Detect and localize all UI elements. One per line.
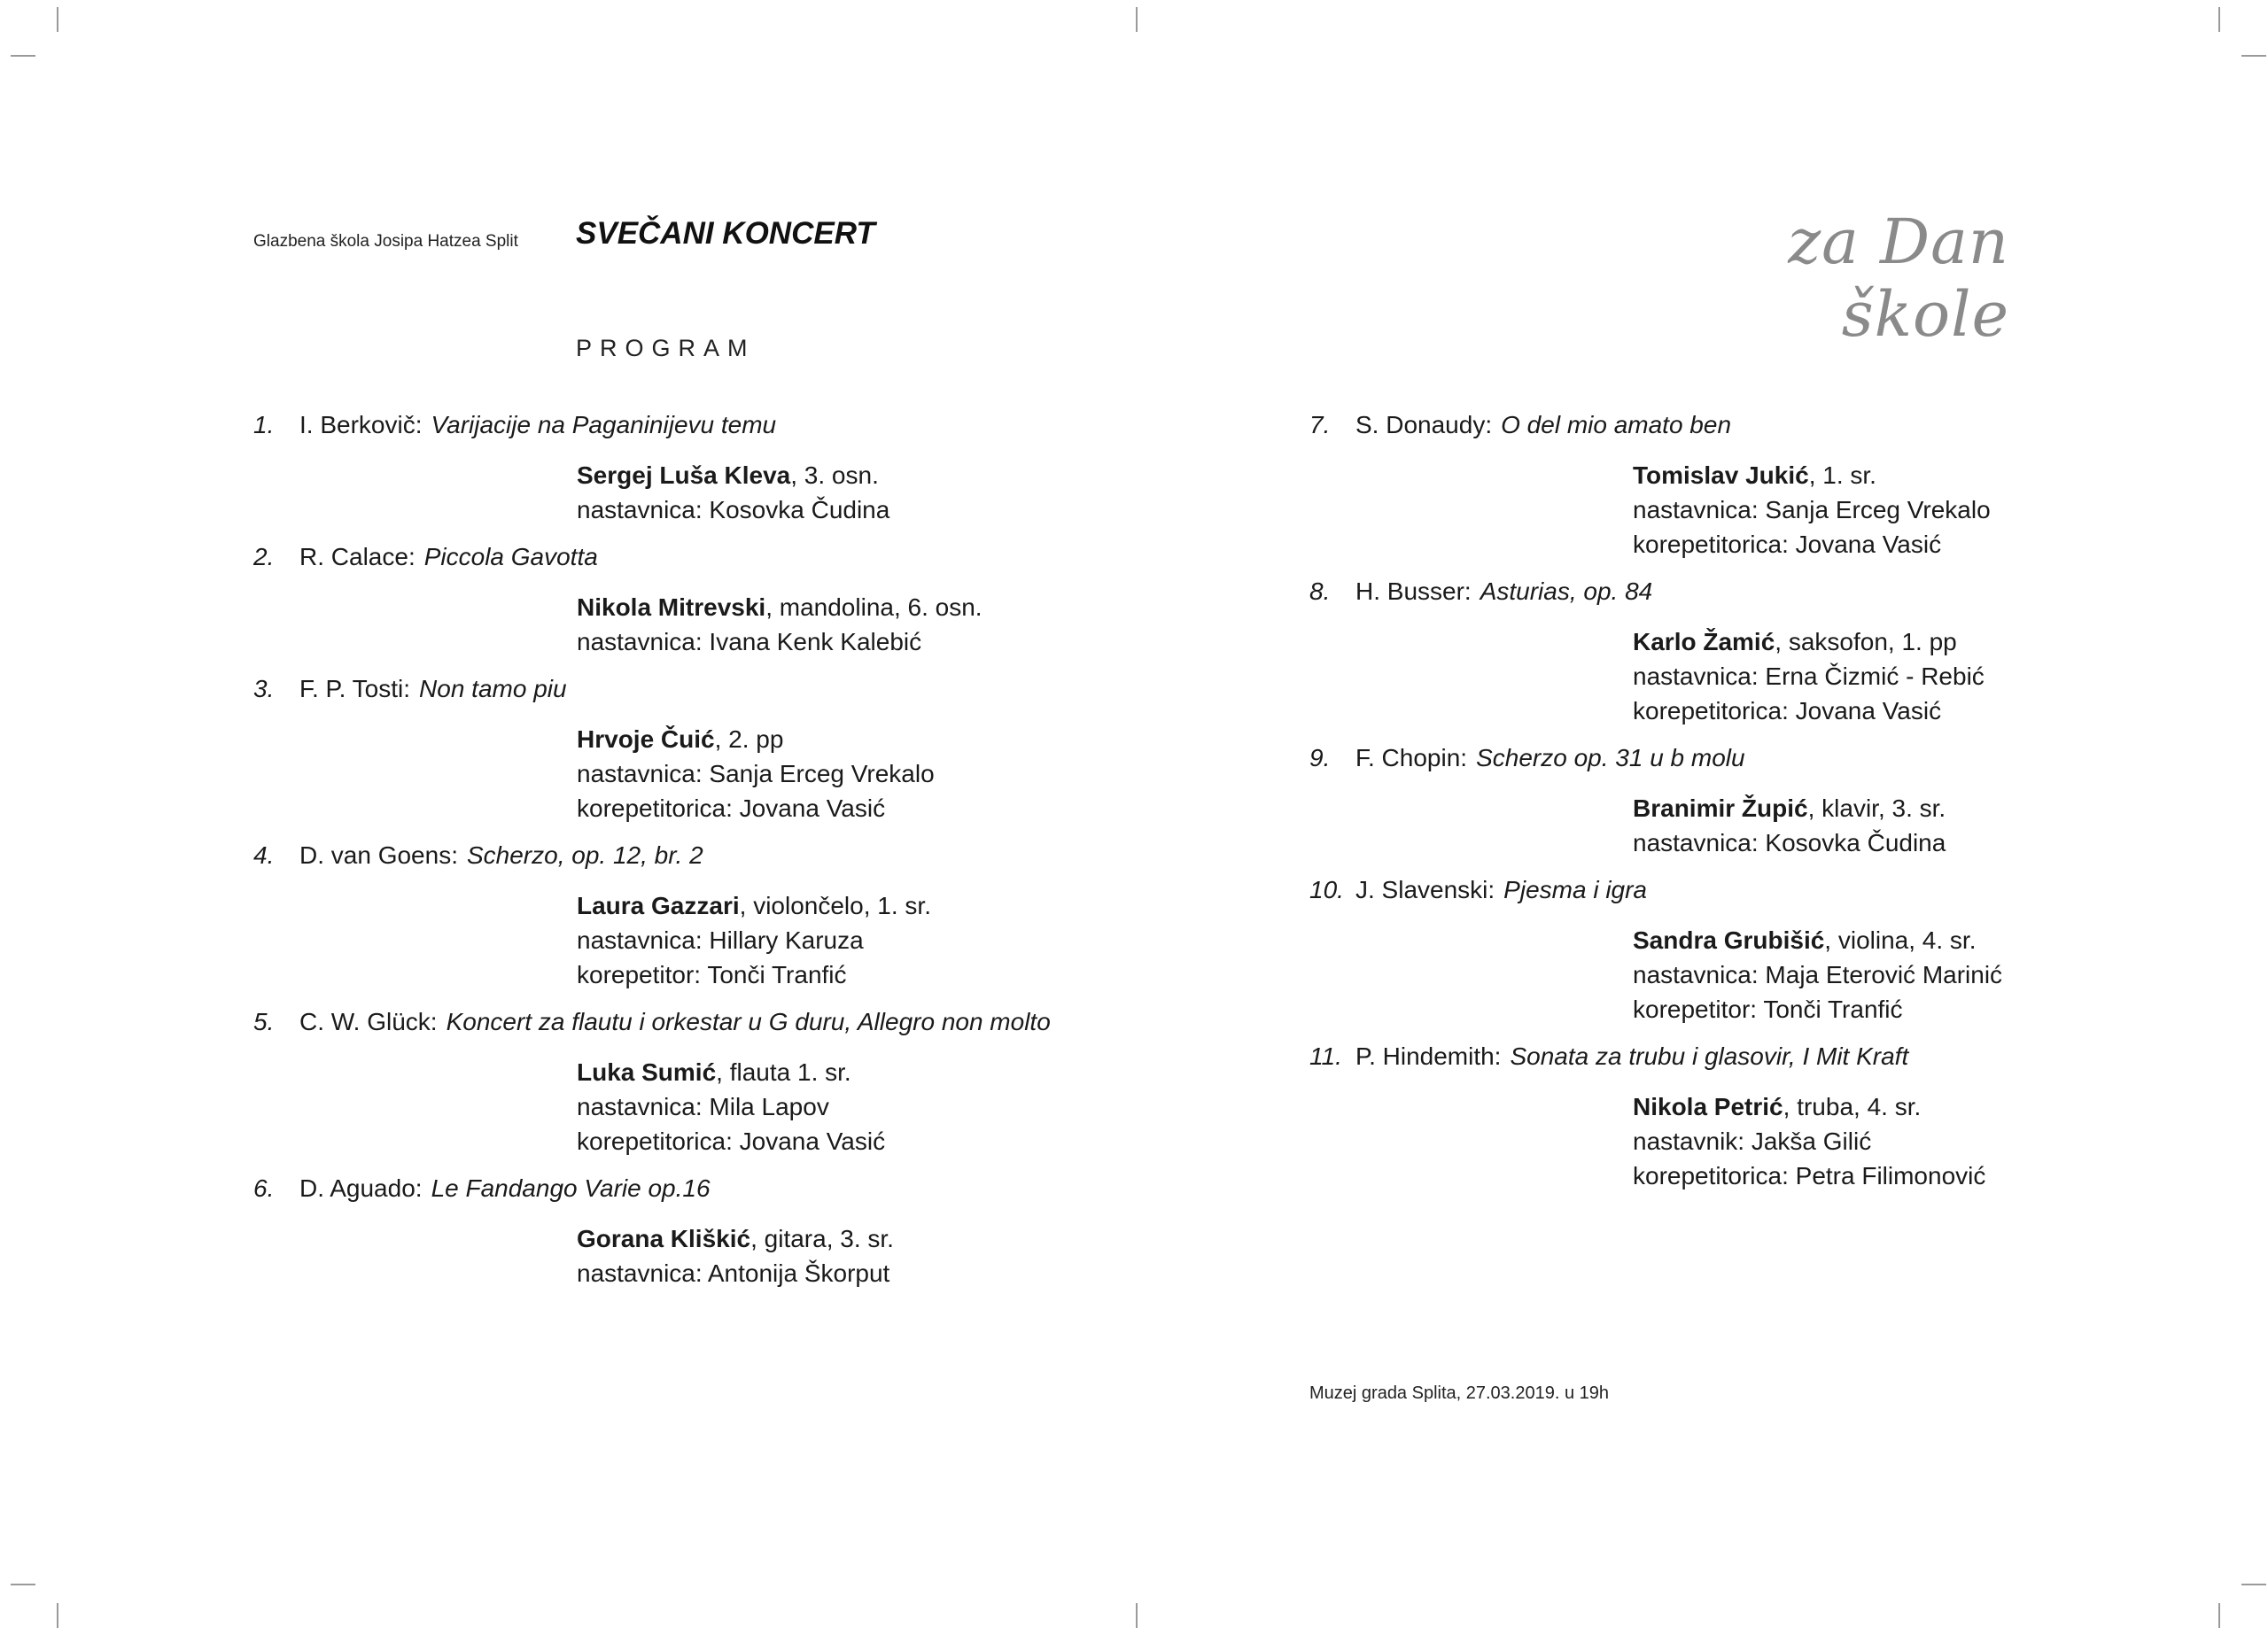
- teacher-line: nastavnica: Erna Čizmić - Rebić: [1633, 663, 1984, 690]
- item-number: 11.: [1309, 1042, 1342, 1070]
- performer-name: Sandra Grubišić: [1633, 926, 1825, 954]
- performer-detail: , 2. pp: [714, 725, 784, 753]
- item-number: 8.: [1309, 577, 1331, 605]
- program-item: [253, 539, 1139, 659]
- item-number: 5.: [253, 1008, 275, 1035]
- composer: F. P. Tosti:: [299, 675, 411, 702]
- work-line: [253, 1171, 1139, 1205]
- performer-detail: , violina, 4. sr.: [1824, 926, 1977, 954]
- crop-mark: [2241, 55, 2266, 57]
- teacher-line: nastavnica: Maja Eterović Marinić: [1633, 961, 2003, 988]
- performer-detail: , mandolina, 6. osn.: [765, 593, 983, 621]
- performer-block: [1633, 458, 2195, 562]
- work-title: O del mio amato ben: [1501, 411, 1732, 438]
- work-title: Koncert za flautu i orkestar u G duru, Allegro non molto: [446, 1008, 1051, 1035]
- composer: D. van Goens:: [299, 841, 458, 869]
- school-name: Glazbena škola Josipa Hatzea Split: [253, 232, 518, 251]
- item-number: 3.: [253, 675, 275, 702]
- performer-block: [1633, 624, 2195, 728]
- item-number: 6.: [253, 1174, 275, 1202]
- performer-name: Sergej Luša Kleva: [577, 461, 791, 489]
- performer-line: [577, 458, 1139, 492]
- performer-line: [1633, 791, 2195, 825]
- composer: R. Calace:: [299, 543, 416, 570]
- work-line: [1309, 574, 2195, 608]
- venue-date: Muzej grada Splita, 27.03.2019. u 19h: [1309, 1383, 1610, 1403]
- work-title: Scherzo op. 31 u b molu: [1476, 744, 1745, 771]
- crop-mark: [1136, 7, 1138, 32]
- performer-name: Hrvoje Čuić: [577, 725, 715, 753]
- crop-mark: [2218, 1603, 2220, 1628]
- work-title: Piccola Gavotta: [423, 543, 598, 570]
- work-line: [253, 1004, 1139, 1039]
- teacher-line: nastavnica: Mila Lapov: [577, 1093, 829, 1120]
- performer-detail: , gitara, 3. sr.: [750, 1225, 894, 1252]
- performer-name: Luka Sumić: [577, 1058, 717, 1086]
- item-number: 4.: [253, 841, 275, 869]
- performer-line: [1633, 923, 2195, 957]
- performer-line: [577, 888, 1139, 923]
- program-item: [1309, 407, 2195, 562]
- teacher-line: nastavnica: Hillary Karuza: [577, 926, 864, 954]
- performer-detail: , violončelo, 1. sr.: [739, 892, 931, 919]
- work-title: Varijacije na Paganinijevu temu: [431, 411, 777, 438]
- program-item: [253, 1004, 1139, 1158]
- performer-line: [577, 722, 1139, 756]
- program-heading: PROGRAM: [576, 335, 756, 361]
- program-item: [253, 407, 1139, 527]
- item-number: 7.: [1309, 411, 1331, 438]
- program-column-left: [253, 407, 1139, 1303]
- composer: S. Donaudy:: [1355, 411, 1493, 438]
- composer: I. Berkovič:: [299, 411, 423, 438]
- performer-detail: , truba, 4. sr.: [1783, 1093, 1922, 1120]
- work-title: Pjesma i igra: [1503, 876, 1648, 903]
- performer-name: Nikola Petrić: [1633, 1093, 1783, 1120]
- work-title: Scherzo, op. 12, br. 2: [466, 841, 703, 869]
- work-line: [1309, 740, 2195, 775]
- work-line: [1309, 407, 2195, 442]
- performer-detail: , 3. osn.: [790, 461, 879, 489]
- crop-mark: [11, 1584, 35, 1585]
- crop-mark: [2218, 7, 2220, 32]
- teacher-line: nastavnica: Sanja Erceg Vrekalo: [577, 760, 935, 787]
- performer-name: Karlo Žamić: [1633, 628, 1775, 655]
- performer-block: [1633, 791, 2195, 860]
- composer: H. Busser:: [1355, 577, 1472, 605]
- work-line: [1309, 872, 2195, 907]
- composer: P. Hindemith:: [1355, 1042, 1502, 1070]
- teacher-line: nastavnica: Ivana Kenk Kalebić: [577, 628, 922, 655]
- work-title: Non tamo piu: [419, 675, 567, 702]
- performer-detail: , klavir, 3. sr.: [1807, 794, 1946, 822]
- performer-name: Laura Gazzari: [577, 892, 740, 919]
- performer-line: [1633, 458, 2195, 492]
- crop-mark: [11, 55, 35, 57]
- teacher-line: nastavnica: Kosovka Čudina: [577, 496, 890, 523]
- accompanist-line: korepetitorica: Jovana Vasić: [1633, 697, 1942, 725]
- performer-block: [1633, 1089, 2195, 1193]
- performer-detail: , flauta 1. sr.: [716, 1058, 851, 1086]
- composer: C. W. Glück:: [299, 1008, 438, 1035]
- crop-mark: [1136, 1603, 1138, 1628]
- accompanist-line: korepetitor: Tonči Tranfić: [577, 961, 847, 988]
- work-line: [253, 838, 1139, 872]
- performer-detail: , 1. sr.: [1808, 461, 1876, 489]
- performer-block: [577, 1055, 1139, 1158]
- accompanist-line: korepetitorica: Petra Filimonović: [1633, 1162, 1986, 1189]
- work-title: Le Fandango Varie op.16: [431, 1174, 711, 1202]
- program-item: [253, 1171, 1139, 1290]
- performer-name: Nikola Mitrevski: [577, 593, 766, 621]
- teacher-line: nastavnik: Jakša Gilić: [1633, 1127, 1872, 1155]
- accompanist-line: korepetitor: Tonči Tranfić: [1633, 996, 1903, 1023]
- performer-block: [577, 888, 1139, 992]
- work-line: [1309, 1039, 2195, 1073]
- performer-block: [577, 458, 1139, 527]
- accompanist-line: korepetitorica: Jovana Vasić: [577, 794, 886, 822]
- program-item: [253, 838, 1139, 992]
- program-item: [1309, 574, 2195, 728]
- item-number: 2.: [253, 543, 275, 570]
- composer: F. Chopin:: [1355, 744, 1468, 771]
- performer-block: [1633, 923, 2195, 1027]
- work-title: Sonata za trubu i glasovir, I Mit Kraft: [1510, 1042, 1909, 1070]
- performer-name: Branimir Župić: [1633, 794, 1808, 822]
- crop-mark: [2241, 1584, 2266, 1585]
- program-item: [1309, 740, 2195, 860]
- performer-line: [577, 1221, 1139, 1256]
- item-number: 10.: [1309, 876, 1344, 903]
- crop-mark: [57, 7, 58, 32]
- composer: J. Slavenski:: [1355, 876, 1495, 903]
- program-item: [253, 671, 1139, 825]
- performer-detail: , saksofon, 1. pp: [1775, 628, 1957, 655]
- crop-mark: [57, 1603, 58, 1628]
- work-line: [253, 407, 1139, 442]
- performer-block: [577, 722, 1139, 825]
- composer: D. Aguado:: [299, 1174, 423, 1202]
- work-title: Asturias, op. 84: [1480, 577, 1653, 605]
- performer-line: [1633, 624, 2195, 659]
- program-item: [1309, 1039, 2195, 1193]
- performer-line: [577, 590, 1139, 624]
- performer-block: [577, 1221, 1139, 1290]
- teacher-line: nastavnica: Sanja Erceg Vrekalo: [1633, 496, 1991, 523]
- script-subtitle: za Dan škole: [1788, 205, 2009, 351]
- item-number: 1.: [253, 411, 275, 438]
- work-line: [253, 539, 1139, 574]
- program-item: [1309, 872, 2195, 1027]
- performer-block: [577, 590, 1139, 659]
- performer-name: Tomislav Jukić: [1633, 461, 1809, 489]
- accompanist-line: korepetitorica: Jovana Vasić: [1633, 531, 1942, 558]
- item-number: 9.: [1309, 744, 1331, 771]
- program-column-right: [1309, 407, 2195, 1205]
- teacher-line: nastavnica: Kosovka Čudina: [1633, 829, 1946, 856]
- concert-title: SVEČANI KONCERT: [576, 216, 875, 251]
- teacher-line: nastavnica: Antonija Škorput: [577, 1259, 890, 1287]
- accompanist-line: korepetitorica: Jovana Vasić: [577, 1127, 886, 1155]
- work-line: [253, 671, 1139, 706]
- performer-line: [1633, 1089, 2195, 1124]
- performer-line: [577, 1055, 1139, 1089]
- performer-name: Gorana Kliškić: [577, 1225, 751, 1252]
